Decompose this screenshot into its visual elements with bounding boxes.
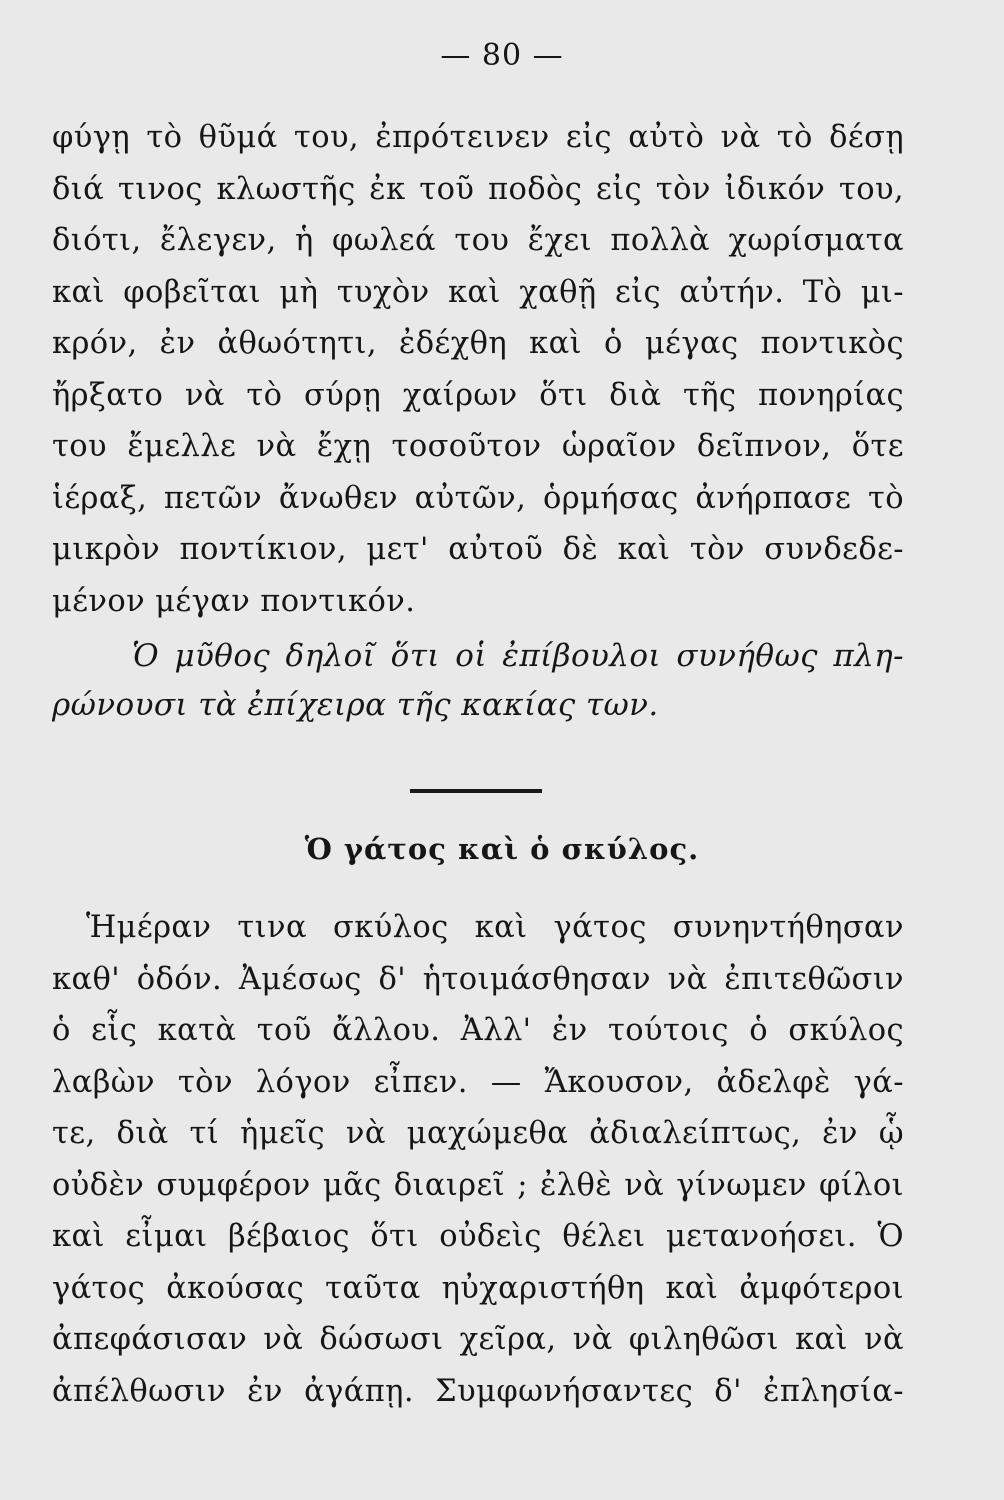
fable-paragraph-1 xyxy=(52,112,904,627)
text-line: λαβὼν τὸν λόγον εἶπεν. — Ἄκουσον, ἀδελφὲ γά- xyxy=(52,1064,904,1100)
text-line: ὁ εἷς κατὰ τοῦ ἄλλου. Ἀλλ' ἐν τούτοις ὁ σκύλος xyxy=(52,1013,904,1048)
fable-title: Ὁ γάτος καὶ ὁ σκύλος. xyxy=(304,832,700,866)
text-line: διότι, ἔλεγεν, ἡ φωλεά του ἔχει πολλὰ χωρίσματα xyxy=(52,223,904,258)
text-line: ἀπέλθωσιν ἐν ἀγάπῃ. Συμφωνήσαντες δ' ἐπλησία- xyxy=(52,1373,904,1409)
text-line: καὶ εἶμαι βέβαιος ὅτι οὐδεὶς θέλει μετανοήσει. Ὁ xyxy=(52,1219,904,1254)
text-line: ἀπεφάσισαν νὰ δώσωσι χεῖρα, νὰ φιληθῶσι καὶ νὰ xyxy=(52,1322,904,1357)
page-number: — 80 — xyxy=(440,38,564,73)
text-line: γάτος ἀκούσας ταῦτα ηὐχαριστήθη καὶ ἀμφότεροι xyxy=(52,1270,904,1306)
text-line: οὐδὲν συμφέρον μᾶς διαιρεῖ ; ἐλθὲ νὰ γίνωμεν φίλοι xyxy=(52,1167,904,1203)
text-line: κρόν, ἐν ἀθωότητι, ἐδέχθη καὶ ὁ μέγας ποντικὸς xyxy=(52,326,904,361)
moral-line: ρώνουσι τὰ ἐπίχειρα τῆς κακίας των. xyxy=(52,687,659,723)
text-line: καθ' ὁδόν. Ἀμέσως δ' ἡτοιμάσθησαν νὰ ἐπιτεθῶσιν xyxy=(52,961,904,997)
text-line: διά τινος κλωστῆς ἐκ τοῦ ποδὸς εἰς τὸν ἰδικόν του, xyxy=(52,171,904,207)
text-line: φύγῃ τὸ θῦμά του, ἐπρότεινεν εἰς αὐτὸ νὰ τὸ δέσῃ xyxy=(52,120,904,155)
text-line: καὶ φοβεῖται μὴ τυχὸν καὶ χαθῇ εἰς αὐτήν. Τὸ μι- xyxy=(52,274,904,310)
text-line: μικρὸν ποντίκιον, μετ' αὐτοῦ δὲ καὶ τὸν συνδεδε- xyxy=(52,532,904,567)
text-line: μένον μέγαν ποντικόν. xyxy=(52,583,416,619)
text-line: Ἡμέραν τινα σκύλος καὶ γάτος συνηντήθησαν xyxy=(86,910,904,945)
fable-moral xyxy=(52,632,904,730)
text-line: ἤρξατο νὰ τὸ σύρῃ χαίρων ὅτι διὰ τῆς πονηρίας xyxy=(52,377,904,413)
section-divider xyxy=(410,789,542,793)
text-line: τε, διὰ τί ἡμεῖς νὰ μαχώμεθα ἀδιαλείπτως, ἐν ᾧ xyxy=(52,1116,904,1151)
text-line: του ἔμελλε νὰ ἔχῃ τοσοῦτον ὡραῖον δεῖπνον, ὅτε xyxy=(52,429,904,464)
text-line: ἱέραξ, πετῶν ἄνωθεν αὐτῶν, ὁρμήσας ἀνήρπασε τὸ xyxy=(52,480,904,516)
moral-line: Ὁ μῦθος δηλοῖ ὅτι οἱ ἐπίβουλοι συνήθως πλη- xyxy=(132,638,904,674)
fable-paragraph-2 xyxy=(52,902,904,1417)
